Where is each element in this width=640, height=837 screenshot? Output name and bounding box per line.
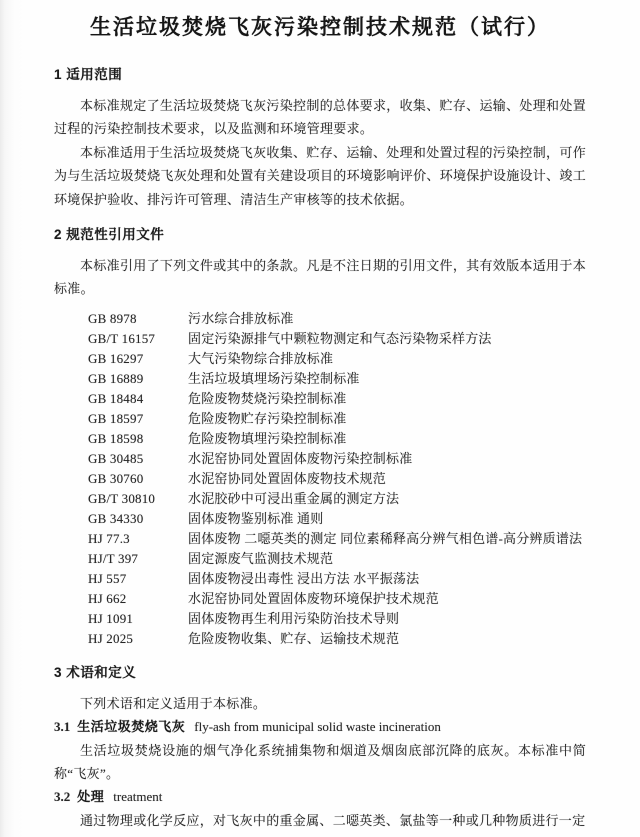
reference-title: 水泥窑协同处置固体废物环境保护技术规范	[188, 590, 439, 606]
reference-item	[88, 489, 586, 509]
section-2-paragraph: 本标准引用了下列文件或其中的条款。凡是不注日期的引用文件，其有效版本适用于本标准。	[54, 258, 586, 297]
reference-item	[88, 329, 586, 349]
term-number: 3.1	[54, 719, 71, 735]
term-name-zh: 生活垃圾焚烧飞灰	[77, 719, 186, 735]
reference-title: 固体废物浸出毒性 浸出方法 水平振荡法	[188, 570, 420, 586]
reference-item	[88, 529, 586, 549]
reference-item	[88, 609, 586, 629]
reference-code: HJ 2025	[88, 630, 134, 646]
reference-title: 固定源废气监测技术规范	[188, 550, 334, 566]
reference-list	[88, 309, 586, 649]
section-3-heading: 3 术语和定义	[54, 664, 137, 680]
reference-item	[88, 569, 586, 589]
document-title: 生活垃圾焚烧飞灰污染控制技术规范（试行）	[90, 16, 550, 39]
reference-title: 大气污染物综合排放标准	[188, 350, 334, 366]
reference-item	[88, 309, 586, 329]
reference-title: 污水综合排放标准	[188, 310, 294, 326]
term-name-zh: 处理	[77, 789, 105, 805]
reference-title: 水泥胶砂中可浸出重金属的测定方法	[188, 490, 400, 506]
reference-title: 固体废物鉴别标准 通则	[188, 510, 324, 526]
reference-item	[88, 449, 586, 469]
reference-code: HJ 557	[88, 570, 127, 586]
section-normative-references	[54, 223, 586, 649]
term-3-2-heading	[54, 785, 586, 808]
term-3-1-heading	[54, 715, 586, 738]
section-1-paragraph-2: 本标准适用于生活垃圾焚烧飞灰收集、贮存、运输、处理和处置过程的污染控制，可作为与生活垃圾焚烧飞灰处理和处置有关建设项目的环境影响评价、环境保护设施设计、竣工环境保护验收、排污许可管理、清洁生产审核等的技术依据。	[54, 144, 587, 207]
reference-title: 固定污染源排气中颗粒物测定和气态污染物采样方法	[188, 330, 492, 346]
term-name-en: treatment	[113, 789, 163, 805]
reference-code: HJ 77.3	[88, 530, 130, 546]
reference-code: GB 16297	[88, 350, 144, 366]
reference-title: 固体废物 二噁英类的测定 同位素稀释高分辨气相色谱-高分辨质谱法	[188, 530, 583, 546]
reference-code: GB/T 30810	[88, 490, 156, 506]
reference-title: 水泥窑协同处置固体废物技术规范	[188, 470, 387, 486]
reference-title: 危险废物贮存污染控制标准	[188, 410, 347, 426]
section-1-heading: 1 适用范围	[54, 67, 123, 82]
section-2-heading: 2 规范性引用文件	[54, 227, 165, 243]
reference-title: 水泥窑协同处置固体废物污染控制标准	[188, 450, 413, 466]
reference-item	[88, 469, 586, 489]
reference-title: 危险废物收集、贮存、运输技术规范	[188, 630, 400, 646]
reference-code: GB 34330	[88, 510, 144, 526]
reference-item	[88, 349, 586, 369]
reference-item	[88, 549, 586, 569]
section-terms-definitions	[54, 661, 586, 832]
reference-item	[88, 509, 586, 529]
term-3-2-definition: 通过物理或化学反应，对飞灰中的重金属、二噁英类、氯盐等一种或几种物质进行一定	[80, 812, 586, 828]
reference-code: GB/T 16157	[88, 330, 156, 346]
reference-item	[88, 409, 586, 429]
section-3-intro: 下列术语和定义适用于本标准。	[80, 695, 267, 711]
reference-code: GB 18484	[88, 390, 144, 406]
reference-code: HJ 662	[88, 590, 127, 606]
reference-code: HJ/T 397	[88, 550, 139, 566]
reference-code: GB 30760	[88, 470, 144, 486]
section-scope	[54, 63, 586, 211]
reference-code: GB 8978	[88, 310, 137, 326]
reference-code: HJ 1091	[88, 610, 134, 626]
reference-code: GB 16889	[88, 370, 144, 386]
term-name-en: fly-ash from municipal solid waste incineration	[194, 719, 441, 735]
reference-title: 危险废物焚烧污染控制标准	[188, 390, 347, 406]
reference-code: GB 18597	[88, 410, 144, 426]
reference-item	[88, 589, 586, 609]
reference-code: GB 30485	[88, 450, 144, 466]
section-1-paragraph-1: 本标准规定了生活垃圾焚烧飞灰污染控制的总体要求，收集、贮存、运输、处理和处置过程的污染控制技术要求，以及监测和环境管理要求。	[54, 98, 586, 137]
reference-title: 危险废物填埋污染控制标准	[188, 430, 347, 446]
reference-code: GB 18598	[88, 430, 144, 446]
reference-item	[88, 389, 586, 409]
reference-title: 固体废物再生利用污染防治技术导则	[188, 610, 400, 626]
reference-title: 生活垃圾填埋场污染控制标准	[188, 370, 360, 386]
reference-item	[88, 369, 586, 389]
term-number: 3.2	[54, 789, 71, 805]
reference-item	[88, 629, 586, 649]
reference-item	[88, 429, 586, 449]
term-3-1-definition: 生活垃圾焚烧设施的烟气净化系统捕集物和烟道及烟囱底部沉降的底灰。本标准中简称“飞灰”。	[54, 742, 586, 782]
